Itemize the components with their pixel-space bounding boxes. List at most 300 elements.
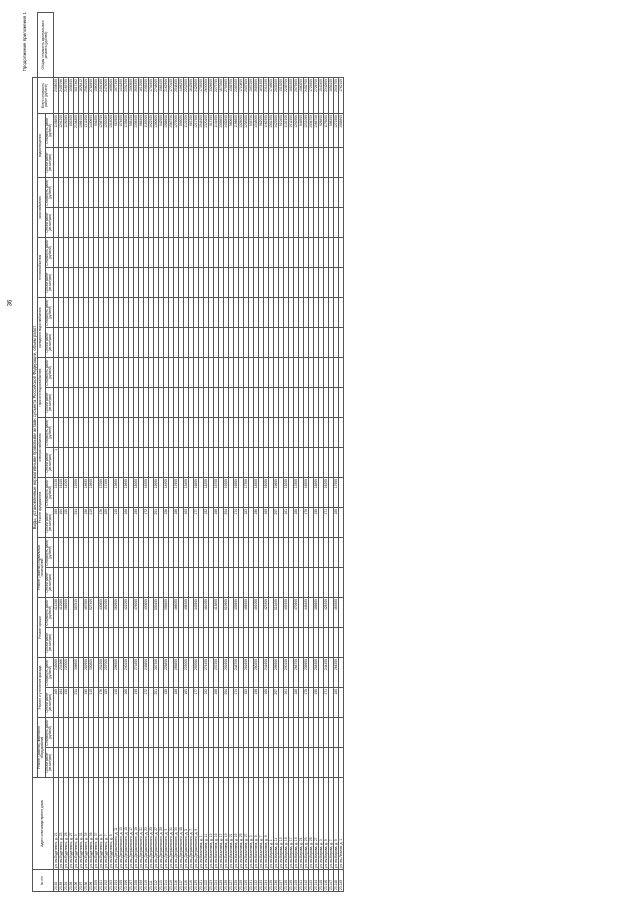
row-value: 1560300: [93, 78, 98, 114]
row-value: 16500: [233, 478, 238, 508]
row-address: ул. им.Кирова, д. 23: [303, 778, 308, 870]
row-value: 15135: [53, 478, 58, 508]
row-address: ул. им.Дзержинского, д. 19: [133, 778, 138, 870]
row-address: ул. им.Дзержинского, д. 33: [173, 778, 178, 870]
row-value: 1580200: [298, 78, 303, 114]
header-sub-sub_cost: Стоимость работ (рублей): [44, 179, 53, 206]
row-number: 23.127: [228, 870, 233, 892]
row-number: 23.121: [198, 870, 203, 892]
row-value: 16000: [263, 478, 268, 508]
capital-repair-table: [32, 12, 344, 892]
row-value: 169: [263, 688, 268, 718]
row-value: 251200: [98, 658, 103, 688]
row-address: ул. им.Дзержинского, д. 9: [193, 778, 198, 870]
row-value: 388900: [63, 598, 68, 628]
row-value: [338, 628, 343, 658]
row-value: 1162300: [263, 114, 268, 148]
row-number: 23.120: [193, 870, 198, 892]
row-value: 234: [73, 508, 78, 538]
row-number: 23.93: [58, 870, 63, 892]
row-value: 198: [83, 508, 88, 538]
row-value: 1022300: [148, 114, 153, 148]
header-sub-sub_volume: Объем работ (кв.метров): [45, 568, 53, 598]
row-address: ул. им.Кирова, д. 21: [298, 778, 303, 870]
row-address: ул. им.Кирова, д. 25: [308, 778, 313, 870]
row-value: 987200: [188, 114, 193, 148]
row-value: 168: [123, 688, 128, 718]
row-value: 160: [53, 688, 58, 718]
row-address: ул. им.Дзержинского, д. 13: [118, 778, 123, 870]
row-value: 2355300: [143, 78, 148, 114]
row-value: 1155800: [123, 114, 128, 148]
row-value: 166: [213, 508, 218, 538]
row-address: ул. им.Кирова, д. 13: [278, 778, 283, 870]
header-sub-sub_cost: Стоимость работ (рублей): [44, 239, 53, 266]
page-number: 36: [7, 299, 13, 307]
row-value: 207: [273, 508, 278, 538]
row-address: ул. им.Кирова, д. 11: [273, 778, 278, 870]
row-value: 1306300: [133, 114, 138, 148]
row-value: 1500900: [128, 78, 133, 114]
row-value: 192: [203, 688, 208, 718]
row-number: 23.145: [318, 870, 323, 892]
table-header: [33, 13, 54, 892]
row-value: 1762100: [338, 78, 343, 114]
row-value: 2788900: [88, 78, 93, 114]
row-value: 237200: [213, 658, 218, 688]
row-value: 199: [313, 688, 318, 718]
row-number: 23.125: [218, 870, 223, 892]
row-value: [338, 748, 343, 778]
row-address: ул. им.Буденного, д. 35: [88, 778, 93, 870]
row-value: 1005600: [218, 114, 223, 148]
header-col-9: газоснабжения: [37, 178, 45, 238]
row-value: 527300: [88, 598, 93, 628]
row-value: 1701600: [148, 78, 153, 114]
row-value: 1542400: [318, 78, 323, 114]
row-address: ул. им.Кирова, д. 7: [328, 778, 333, 870]
row-address: ул. им.Калинина, д. 1: [198, 778, 203, 870]
row-value: 274400: [203, 658, 208, 688]
row-number: 23.112: [153, 870, 158, 892]
row-number: 23.100: [93, 870, 98, 892]
row-value: 230100: [283, 658, 288, 688]
table-row: [338, 13, 343, 892]
row-value: [338, 268, 343, 298]
row-value: 917300: [208, 114, 213, 148]
row-value: 17600: [173, 478, 178, 508]
row-value: 1141600: [213, 114, 218, 148]
row-value: 1612000: [138, 78, 143, 114]
row-value: 19300: [223, 478, 228, 508]
row-value: 245800: [143, 658, 148, 688]
row-value: 1217300: [193, 114, 198, 148]
row-number: 23.138: [283, 870, 288, 892]
row-value: 16300: [143, 478, 148, 508]
row-value: 265800: [173, 658, 178, 688]
row-address: ул. им.Калинина, д. 13: [208, 778, 213, 870]
row-value: 942500: [158, 114, 163, 148]
row-number: 23.143: [308, 870, 313, 892]
row-address: ул. им.Буденного, д. 5: [98, 778, 103, 870]
row-value: 498600: [313, 598, 318, 628]
row-value: 174: [233, 688, 238, 718]
row-value: 14900: [163, 478, 168, 508]
row-number: 23.114: [163, 870, 168, 892]
row-value: 1320400: [203, 114, 208, 148]
header-sub-sub_volume: Объем работ (кв.метров): [45, 388, 53, 418]
row-value: [338, 148, 343, 178]
row-value: [338, 298, 343, 328]
row-value: 190: [133, 688, 138, 718]
row-value: 245000: [53, 658, 58, 688]
row-value: 2580100: [83, 78, 88, 114]
row-value: 168: [123, 508, 128, 538]
row-value: [338, 538, 343, 568]
row-address: ул. им.Кирова, д. 15: [283, 778, 288, 870]
row-value: 996300: [328, 114, 333, 148]
row-value: 982000: [258, 114, 263, 148]
row-value: 19800: [88, 478, 93, 508]
row-value: 177: [193, 688, 198, 718]
row-value: 1136800: [53, 114, 58, 148]
row-number: 23.132: [253, 870, 258, 892]
header-sub-sub_volume: Объем работ (кв.метров): [45, 328, 53, 358]
header-sub-sub_cost: Стоимость работ (рублей): [44, 419, 53, 446]
row-number: 23.147: [328, 870, 333, 892]
row-address: ул. им.Буденного, д. 27: [68, 778, 73, 870]
row-value: 255900: [303, 658, 308, 688]
row-value: 1695000: [108, 78, 113, 114]
row-address: ул. им.Калинина, д. 25: [238, 778, 243, 870]
row-value: 1016000: [108, 114, 113, 148]
row-value: 1710800: [238, 78, 243, 114]
row-value: 587810: [73, 598, 78, 628]
row-value: 172: [143, 508, 148, 538]
row-value: 2401500: [98, 78, 103, 114]
row-value: 362600: [113, 598, 118, 628]
row-value: 176: [98, 688, 103, 718]
row-number: 23.148: [333, 870, 338, 892]
row-value: 1402800: [223, 114, 228, 148]
row-number: 23.99: [88, 870, 93, 892]
row-value: [338, 238, 343, 268]
row-value: 199: [313, 508, 318, 538]
row-value: 1557200: [248, 78, 253, 114]
row-address: ул. им.Калинина, д. 7: [258, 778, 263, 870]
row-address: ул. им.Буденного, д. 31: [78, 778, 83, 870]
row-value: 241600: [263, 658, 268, 688]
row-value: 415800: [213, 598, 218, 628]
row-value: 244400: [323, 658, 328, 688]
row-value: [338, 658, 343, 688]
row-value: 1725300: [308, 78, 313, 114]
row-value: 158: [163, 508, 168, 538]
row-value: 164: [58, 688, 63, 718]
row-value: 17000: [98, 478, 103, 508]
row-value: 3817462: [73, 78, 78, 114]
row-value: 264500: [333, 658, 338, 688]
row-value: 1739200: [198, 78, 203, 114]
row-value: 1380900: [153, 114, 158, 148]
header-sub-sub_volume: Объем работ (кв.метров): [45, 508, 53, 538]
row-number: 23.128: [233, 870, 238, 892]
row-value: 994800: [93, 114, 98, 148]
row-value: 491000: [253, 598, 258, 628]
row-value: 163: [183, 688, 188, 718]
row-address: ул. им.Калинина, д. 21: [228, 778, 233, 870]
row-value: [338, 508, 343, 538]
row-number: 23.146: [323, 870, 328, 892]
row-value: 169: [263, 508, 268, 538]
header-col-7: холодного водоснабжения: [37, 298, 45, 358]
row-address: ул. им.Калинина, д. 23: [233, 778, 238, 870]
row-value: 2685500: [253, 78, 258, 114]
table-body: [53, 13, 343, 892]
row-address: ул. им.Дзержинского, д. 23: [143, 778, 148, 870]
row-value: 183: [243, 688, 248, 718]
row-value: 192: [203, 508, 208, 538]
row-number: 23.142: [303, 870, 308, 892]
row-address: ул. им.Буденного, д. 7: [103, 778, 108, 870]
row-number: 23.149: [338, 870, 343, 892]
row-address: ул. им.Калинина, д. 17: [218, 778, 223, 870]
row-address: ул. им.Калинина, д. 15: [213, 778, 218, 870]
row-value: 899000: [178, 114, 183, 148]
row-address: ул. им.Буденного, д. 25: [63, 778, 68, 870]
header-col-10: водоотведения: [37, 114, 45, 178]
row-value: 233000: [183, 658, 188, 688]
row-address: ул. им.Буденного, д. 3: [73, 778, 78, 870]
row-value: 18000: [133, 478, 138, 508]
row-value: 198: [83, 688, 88, 718]
row-value: 161: [283, 508, 288, 538]
row-value: 2548400: [173, 78, 178, 114]
row-address: ул. им.Калинина, д. 27: [243, 778, 248, 870]
row-address: ул. им.Дзержинского, д. 25: [148, 778, 153, 870]
row-value: 207: [273, 688, 278, 718]
row-number: 23.117: [178, 870, 183, 892]
row-value: 248700: [233, 658, 238, 688]
row-address: ул. им.Дзержинского, д. 27: [153, 778, 158, 870]
row-number: 23.122: [203, 870, 208, 892]
row-value: 185: [333, 508, 338, 538]
header-sub-sub_volume: Объем работ (кв.метров): [45, 148, 53, 178]
row-value: 177: [193, 508, 198, 538]
row-value: 2383300: [233, 78, 238, 114]
row-value: 1279000: [173, 114, 178, 148]
row-address: ул. им.Дзержинского, д. 21: [138, 778, 143, 870]
rotated-table-container: [20, 12, 620, 892]
row-value: 179: [303, 508, 308, 538]
header-sub-sub_cost: Стоимость работ (рублей): [44, 479, 53, 506]
row-value: 2163795: [63, 78, 68, 114]
row-value: 2793900: [223, 78, 228, 114]
row-value: 440600: [98, 598, 103, 628]
row-value: 206500: [113, 658, 118, 688]
row-value: 518400: [273, 598, 278, 628]
row-value: 458500: [243, 598, 248, 628]
row-value: 1568100: [158, 78, 163, 114]
row-value: 1272300: [333, 114, 338, 148]
row-value: 987600: [113, 114, 118, 148]
row-value: 2162900: [163, 78, 168, 114]
header-col-1: Ремонт и утепление фасада: [37, 658, 45, 718]
row-number: 23.129: [238, 870, 243, 892]
row-address: ул. им.Буденного, д. 9: [108, 778, 113, 870]
row-address: ул. им.Кирова, д. 19: [293, 778, 298, 870]
row-number: 23.107: [128, 870, 133, 892]
row-value: 1109260: [63, 114, 68, 148]
row-number: 23.94: [63, 870, 68, 892]
row-address: ул. им.Калинина, д. 19: [223, 778, 228, 870]
header-col-2: Ремонт крыши: [37, 598, 45, 658]
row-number: 23.136: [273, 870, 278, 892]
row-value: 1231000: [303, 114, 308, 148]
row-address: ул. им.Дзержинского, д. 17: [128, 778, 133, 870]
row-value: 935700: [248, 114, 253, 148]
row-value: 1423500: [273, 114, 278, 148]
row-value: 15700: [213, 478, 218, 508]
row-value: 201: [153, 688, 158, 718]
row-value: 1683300: [288, 78, 293, 114]
row-value: [338, 718, 343, 748]
row-value: 1121000: [183, 114, 188, 148]
row-number: 23.104: [113, 870, 118, 892]
row-value: 1196600: [233, 114, 238, 148]
header-sub-sub_cost: Стоимость работ (рублей): [44, 539, 53, 566]
row-value: 186: [173, 508, 178, 538]
row-value: 190: [133, 508, 138, 538]
row-value: 161: [283, 688, 288, 718]
row-value: 1201200: [58, 114, 63, 148]
header-sub-sub_cost: Стоимость работ (рублей): [45, 114, 53, 148]
row-value: 196: [253, 508, 258, 538]
row-value: 271800: [133, 658, 138, 688]
row-address: ул. им.Кирова, д. 27: [313, 778, 318, 870]
row-value: 257000: [103, 658, 108, 688]
row-number: 23.119: [188, 870, 193, 892]
row-value: 14000: [63, 478, 68, 508]
header-col-3: Ремонт (замена) подвальных помещений: [37, 538, 45, 598]
row-value: 280200: [253, 658, 258, 688]
row-value: 960600: [228, 114, 233, 148]
row-value: 158: [163, 688, 168, 718]
row-value: [338, 568, 343, 598]
row-number: 23.108: [133, 870, 138, 892]
row-number: 23.137: [278, 870, 283, 892]
row-value: 336600: [73, 658, 78, 688]
row-value: 16200: [323, 478, 328, 508]
row-value: 2409796: [58, 78, 63, 114]
row-value: 1749600: [268, 78, 273, 114]
row-value: 2301300: [123, 78, 128, 114]
row-address: ул. им.Дзержинского, д. 31: [168, 778, 173, 870]
row-address: ул. им.Калинина, д. 9: [263, 778, 268, 870]
header-sub-sub_cost: Стоимость работ (рублей): [44, 299, 53, 326]
row-value: 1440600: [88, 114, 93, 148]
header-address: Адрес многоквартирного дома: [33, 778, 54, 870]
row-address: ул. им.Кирова, д. 9: [333, 778, 338, 870]
row-value: 428300: [323, 598, 328, 628]
row-value: 196: [253, 688, 258, 718]
row-value: 1028000: [238, 114, 243, 148]
row-address: ул. им.Калинина, д. 3: [248, 778, 253, 870]
header-col-11: Всего стоимость работ (рублей): [37, 78, 53, 114]
row-value: 463500: [333, 598, 338, 628]
header-sub-sub_cost: Стоимость работ (рублей): [44, 659, 53, 686]
row-number: 23.111: [148, 870, 153, 892]
row-value: 1107400: [283, 114, 288, 148]
row-value: 204: [223, 688, 228, 718]
row-value: 180: [103, 508, 108, 538]
row-address: ул. им.Буденного, д. 23: [58, 778, 63, 870]
row-value: 220000: [63, 658, 68, 688]
row-number: 23.97: [78, 870, 83, 892]
row-value: 1044900: [198, 114, 203, 148]
row-value: 408300: [183, 598, 188, 628]
row-number: 23.133: [258, 870, 263, 892]
row-value: 1051300: [268, 114, 273, 148]
row-address: ул. им.Калинина, д. 11: [203, 778, 208, 870]
row-value: 186: [173, 688, 178, 718]
row-number: 23.96: [73, 870, 78, 892]
row-number: 23.95: [68, 870, 73, 892]
row-value: 253000: [193, 658, 198, 688]
row-value: 210: [88, 508, 93, 538]
row-value: 155: [63, 508, 68, 538]
row-value: 2534700: [333, 78, 338, 114]
row-number: 23.131: [248, 870, 253, 892]
row-value: [338, 598, 343, 628]
row-value: [338, 448, 343, 478]
row-value: 1598700: [228, 78, 233, 114]
header-col-5: электроснабжения: [37, 418, 45, 478]
header-col-0: Ремонт (замена) лифтового оборудования: [37, 718, 45, 778]
row-value: 240100: [123, 658, 128, 688]
row-number: 23.105: [118, 870, 123, 892]
row-value: 185: [333, 688, 338, 718]
row-value: 949500: [298, 114, 303, 148]
row-value: 1658100: [328, 78, 333, 114]
row-number: 23.144: [313, 870, 318, 892]
row-value: [338, 418, 343, 448]
row-value: 164: [58, 508, 63, 538]
row-value: 268700: [293, 658, 298, 688]
row-value: 2205700: [283, 78, 288, 114]
row-value: 172: [143, 688, 148, 718]
row-value: 481000: [203, 598, 208, 628]
header-col-4: Ремонт фундамента: [37, 478, 45, 538]
row-value: 1908300: [68, 78, 73, 114]
header-col-12: Общая стоимость капитального ремонта (рублей): [37, 13, 53, 78]
row-value: 443500: [193, 598, 198, 628]
row-value: 414288: [53, 598, 58, 628]
row-value: 1011500: [288, 114, 293, 148]
row-value: 905100: [128, 114, 133, 148]
row-value: 2575900: [293, 78, 298, 114]
row-value: [338, 208, 343, 238]
appendix-label: Продолжение приложения 1: [22, 12, 27, 72]
row-number: 23.141: [298, 870, 303, 892]
row-number: 23.101: [98, 870, 103, 892]
row-value: 1441800: [118, 78, 123, 114]
row-value: 17800: [293, 478, 298, 508]
row-value: 17400: [103, 478, 108, 508]
row-value: 910400: [278, 114, 283, 148]
row-value: 926800: [318, 114, 323, 148]
row-value: 231966: [58, 658, 63, 688]
